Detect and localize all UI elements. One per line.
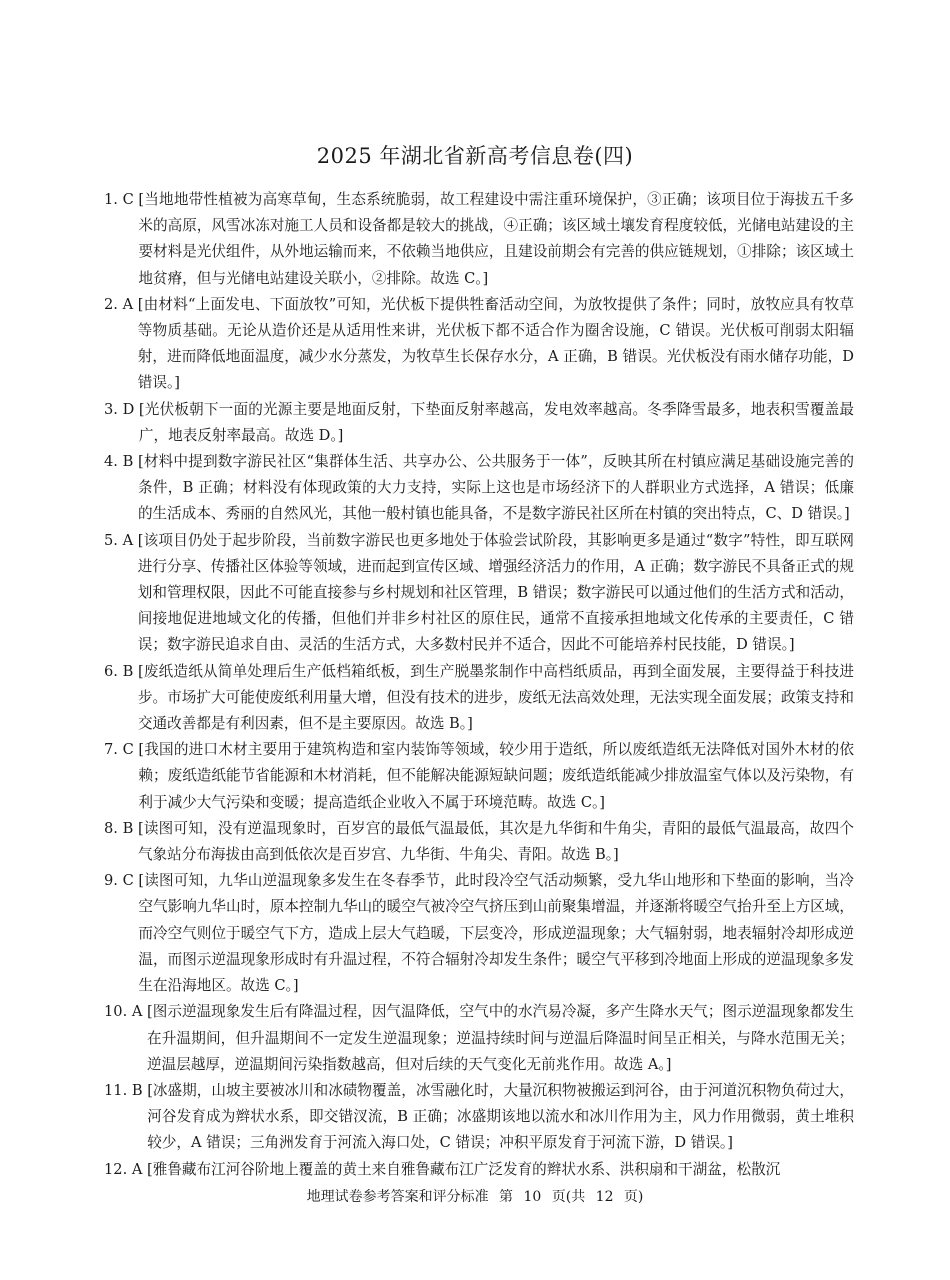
answer-item-7 [104, 737, 854, 816]
answer-item-9 [104, 868, 854, 999]
answer-number: 12. A [104, 1160, 143, 1178]
answer-explanation: [图示逆温现象发生后有降温过程，因气温降低，空气中的水汽易冷凝，多产生降水天气；图示逆温现象都发生在升温期间，但升温期间不一定发生逆温现象；逆温持续时间与逆温后降温时间呈正相关，与降水范围无关；逆温层越厚，逆温期间污染指数越高，但对后续的天气变化无前兆作用。故选 A。] [147, 1003, 854, 1073]
answer-item-10 [104, 999, 854, 1078]
answer-number: 11. B [104, 1081, 143, 1099]
answer-explanation: [我国的进口木材主要用于建筑构造和室内装饰等领域，较少用于造纸，所以废纸造纸无法降低对国外木材的依赖；废纸造纸能节省能源和木材消耗，但不能解决能源短缺问题；废纸造纸能减少排放温室气体以及污染物，有利于减少大气污染和变暖；提高造纸企业收入不属于环境范畴。故选 C。] [138, 741, 854, 811]
answer-number: 2. A [104, 295, 134, 313]
answer-list [104, 187, 854, 1183]
answer-item-8 [104, 816, 854, 868]
answer-item-3 [104, 397, 854, 449]
answer-item-2 [104, 292, 854, 397]
answer-number: 9. C [104, 872, 134, 890]
page-footer: 地理试卷参考答案和评分标准 第 10 页(共 12 页) [306, 1189, 644, 1205]
answer-number: 6. B [104, 662, 134, 680]
answer-item-11 [104, 1078, 854, 1157]
answer-item-5 [104, 528, 854, 659]
answer-explanation: [由材料“上面发电、下面放牧”可知，光伏板下提供牲畜活动空间，为放牧提供了条件；同时，放牧应具有牧草等物质基础。无论从造价还是从适用性来讲，光伏板下都不适合作为圈舍设施，C 错误。光伏板可削弱太阳辐射，进而降低地面温度，减少水分蒸发，为牧草生长保存水分，A 正确，B 错误。光伏板没有雨水储存功能，D 错误。] [137, 295, 854, 392]
answer-number: 8. B [104, 819, 134, 837]
answer-explanation: [废纸造纸从简单处理后生产低档箱纸板，到生产脱墨浆制作中高档纸质品，再到全面发展，主要得益于科技进步。市场扩大可能使废纸利用量大增，但没有技术的进步，废纸无法高效处理，无法实现全面发展；政策支持和交通改善都是有利因素，但不是主要原因。故选 B。] [137, 662, 854, 733]
answer-number: 3. D [104, 400, 135, 418]
answer-number: 5. A [104, 531, 134, 549]
answer-explanation: [当地地带性植被为高寒草甸，生态系统脆弱，故工程建设中需注重环境保护，③正确；该项目位于海拔五千多米的高原，风雪冰冻对施工人员和设备都是较大的挑战，④正确；该区域土壤发育程度较低，光储电站建设的主要材料是光伏组件，从外地运输而来，不依赖当地供应，且建设前期会有完善的供应链规划，①排除；该区域土地贫瘠，但与光储电站建设关联小，②排除。故选 C。] [138, 191, 854, 287]
answer-explanation: [光伏板朝下一面的光源主要是地面反射，下垫面反射率越高，发电效率越高。冬季降雪最多，地表积雪覆盖最广，地表反射率最高。故选 D。] [138, 400, 854, 444]
answer-item-1 [104, 187, 854, 292]
answer-item-6 [104, 659, 854, 738]
page-title: 2025 年湖北省新高考信息卷(四) [316, 144, 634, 168]
answer-explanation: [冰盛期，山坡主要被冰川和冰碛物覆盖，冰雪融化时，大量沉积物被搬运到河谷，由于河道沉积物负荷过大，河谷发育成为辫状水系，即交错汊流，B 正确；冰盛期该地以流水和冰川作用为主，风力作用微弱，黄土堆积较少，A 错误；三角洲发育于河流入海口处，C 错误；冲积平原发育于河流下游，D 错误。] [147, 1081, 854, 1152]
answer-explanation: [读图可知，九华山逆温现象多发生在冬春季节，此时段冷空气活动频繁，受九华山地形和下垫面的影响，当冷空气影响九华山时，原本控制九华山的暖空气被冷空气挤压到山前聚集增温，并逐渐将暖空气抬升至上方区域，而冷空气则位于暖空气下方，造成上层大气趋暖，下层变冷，形成逆温现象；大气辐射弱，地表辐射冷却形成逆温，而图示逆温现象形成时有升温过程，不符合辐射冷却发生条件；暖空气平移到冷地面上形成的逆温现象多发生在沿海地区。故选 C。] [138, 872, 854, 995]
answer-explanation: [读图可知，没有逆温现象时，百岁宫的最低气温最低，其次是九华街和牛角尖，青阳的最低气温最高，故四个气象站分布海拔由高到低依次是百岁宫、九华街、牛角尖、青阳。故选 B。] [137, 819, 854, 864]
answer-number: 7. C [104, 741, 134, 759]
answer-item-12 [104, 1157, 854, 1183]
answer-number: 4. B [104, 453, 134, 471]
answer-item-4 [104, 449, 854, 528]
answer-explanation: [该项目仍处于起步阶段，当前数字游民也更多地处于体验尝试阶段，其影响更多是通过“数字”特性，即互联网进行分享、传播社区体验等领域，进而起到宣传区域、增强经济活力的作用，A 正确；数字游民不具备正式的规划和管理权限，因此不可能直接参与乡村规划和社区管理，B 错误；数字游民可以通过他们的生活方式和活动，间接地促进地域文化的传播，但他们并非乡村社区的原住民，通常不直接承担地域文化传承的主要责任，C 错误；数字游民追求自由、灵活的生活方式，大多数村民并不适合，因此不可能培养村民技能，D 错误。] [137, 531, 854, 654]
answer-explanation: [材料中提到数字游民社区“集群体生活、共享办公、公共服务于一体”，反映其所在村镇应满足基础设施完善的条件，B 正确；材料没有体现政策的大力支持，实际上这也是市场经济下的人群职业方式选择，A 错误；低廉的生活成本、秀丽的自然风光，其他一般村镇也能具备，不是数字游民社区所在村镇的突出特点，C、D 错误。] [137, 453, 854, 523]
answer-number: 10. A [104, 1003, 143, 1021]
answer-explanation: [雅鲁藏布江河谷阶地上覆盖的黄土来自雅鲁藏布江广泛发育的辫状水系、洪积扇和干湖盆，松散沉 [147, 1160, 781, 1178]
answer-number: 1. C [104, 191, 134, 208]
